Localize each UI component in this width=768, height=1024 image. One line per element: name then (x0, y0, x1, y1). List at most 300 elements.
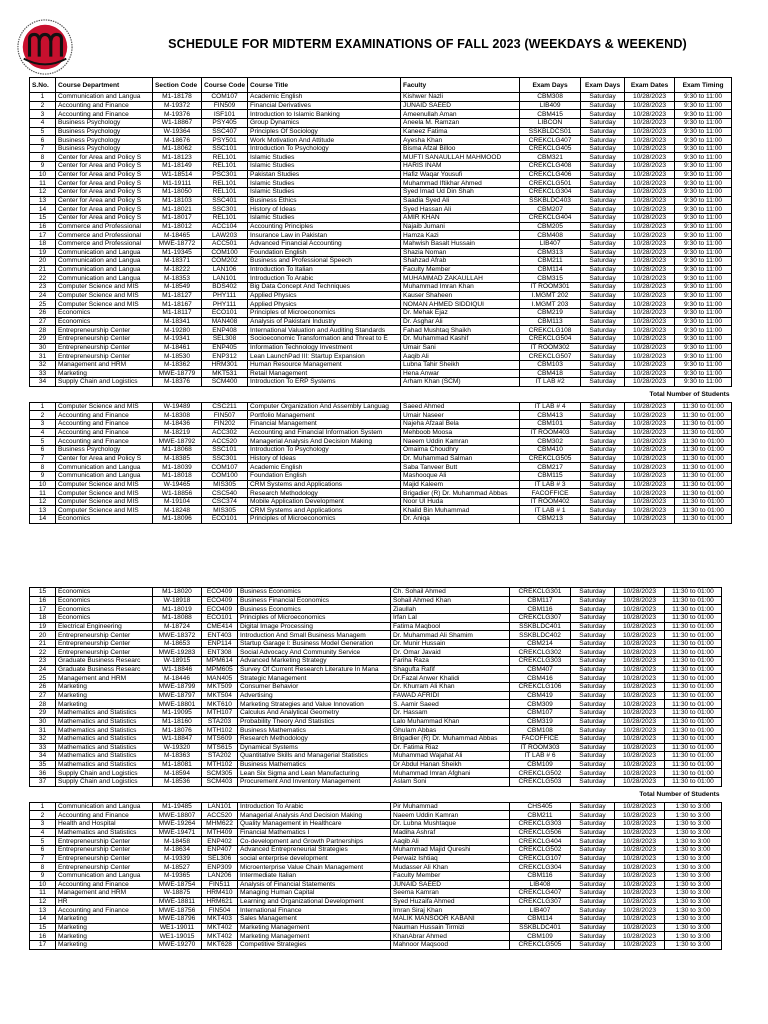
cell-exam-room: CREKCLG502 (510, 769, 571, 778)
cell-exam-day: Saturday (581, 378, 625, 387)
table-row (30, 454, 732, 463)
cell-course-title: Introduction To Italian (248, 265, 401, 274)
header-exam-days-2: Exam Days (581, 78, 625, 93)
table-row (30, 334, 732, 343)
table-row (30, 863, 722, 872)
cell-course-code: ENP408 (202, 326, 248, 335)
cell-section-code: MWE-18792 (153, 437, 202, 446)
cell-department: Economics (56, 309, 153, 318)
cell-course-code: ENT403 (202, 631, 238, 640)
cell-course-title: Analysis of Financial Statements (238, 880, 391, 889)
table-row (30, 648, 722, 657)
cell-exam-day: Saturday (581, 179, 625, 188)
cell-department: Health and Hospital (56, 820, 153, 829)
table-row (30, 110, 732, 119)
cell-exam-day: Saturday (581, 489, 625, 498)
cell-exam-timing: 9:30 to 11:00 (675, 334, 732, 343)
cell-course-title: Marketing Management (238, 932, 391, 941)
cell-exam-day: Saturday (571, 588, 615, 597)
cell-exam-date: 10/28/2023 (615, 726, 665, 735)
cell-course-code: MTH107 (202, 708, 238, 717)
cell-exam-timing: 9:30 to 11:00 (675, 257, 732, 266)
cell-faculty: Ameenullah Aman (401, 110, 520, 119)
cell-faculty: Syed Imad Ud Din Shah (401, 188, 520, 197)
cell-faculty: Sohail Ahmed Khan (391, 596, 510, 605)
cell-exam-day: Saturday (571, 915, 615, 924)
cell-exam-day: Saturday (571, 743, 615, 752)
cell-exam-date: 10/28/2023 (625, 265, 675, 274)
cell-exam-day: Saturday (581, 283, 625, 292)
cell-exam-date: 10/28/2023 (625, 196, 675, 205)
cell-exam-day: Saturday (581, 93, 625, 102)
cell-department: Management and HRM (56, 674, 153, 683)
cell-course-code: CSC211 (202, 402, 248, 411)
cell-department: Computer Science and MIS (56, 291, 153, 300)
cell-course-code: HRM301 (202, 360, 248, 369)
cell-exam-room: CBM211 (510, 811, 571, 820)
cell-section-code: M-19376 (153, 110, 202, 119)
cell-course-title: Accounting Principles (248, 222, 401, 231)
cell-exam-timing: 11:30 to 01:00 (675, 437, 732, 446)
cell-course-code: COM107 (202, 463, 248, 472)
table-row (30, 437, 732, 446)
cell-sno: 32 (30, 360, 56, 369)
cell-sno: 1 (30, 93, 56, 102)
cell-exam-date: 10/28/2023 (625, 110, 675, 119)
cell-exam-date: 10/28/2023 (615, 854, 665, 863)
cell-course-title: Business Mathematics (238, 760, 391, 769)
cell-section-code: M1-18117 (153, 309, 202, 318)
cell-course-title: Business Economics (238, 605, 391, 614)
cell-course-title: social enterprise development (238, 854, 391, 863)
cell-exam-day: Saturday (581, 300, 625, 309)
cell-department: Accounting and Finance (56, 101, 153, 110)
cell-section-code: M-18530 (153, 352, 202, 361)
cell-department: Communication and Langua (56, 265, 153, 274)
cell-exam-date: 10/28/2023 (625, 144, 675, 153)
cell-sno: 25 (30, 674, 56, 683)
table-row (30, 162, 732, 171)
cell-exam-day: Saturday (571, 889, 615, 898)
cell-exam-room: IT LAB # 4 (520, 402, 581, 411)
cell-sno: 31 (30, 726, 56, 735)
cell-sno: 22 (30, 648, 56, 657)
cell-course-title: Dynamical Systems (238, 743, 391, 752)
cell-exam-room: IT LAB # 6 (510, 752, 571, 761)
cell-course-title: Portfolio Management (248, 411, 401, 420)
cell-course-code: FIN202 (202, 420, 248, 429)
cell-exam-date: 10/28/2023 (615, 923, 665, 932)
cell-course-title: Learning and Organizational Development (238, 897, 391, 906)
cell-exam-room: IT LAB #2 (520, 378, 581, 387)
cell-sno: 11 (30, 179, 56, 188)
cell-exam-timing: 11:30 to 01:00 (665, 752, 722, 761)
header-faculty: Faculty (401, 78, 520, 93)
cell-sno: 28 (30, 700, 56, 709)
cell-section-code: M1-18149 (153, 162, 202, 171)
cell-exam-timing: 9:30 to 11:00 (675, 248, 732, 257)
cell-faculty: Lubna Tahir Sheikh (401, 360, 520, 369)
cell-section-code: M1-18062 (153, 144, 202, 153)
cell-section-code: M-18536 (153, 778, 202, 787)
cell-sno: 26 (30, 683, 56, 692)
table-row (30, 613, 722, 622)
table-row (30, 915, 722, 924)
cell-exam-timing: 9:30 to 11:00 (675, 231, 732, 240)
cell-section-code: W-18915 (153, 657, 202, 666)
cell-exam-timing: 11:30 to 01:00 (665, 726, 722, 735)
table-row (30, 497, 732, 506)
cell-course-code: SSC407 (202, 127, 248, 136)
cell-exam-room: CREKCLG302 (510, 648, 571, 657)
cell-sno: 19 (30, 248, 56, 257)
cell-exam-day: Saturday (581, 110, 625, 119)
cell-course-code: MKT610 (202, 700, 238, 709)
cell-exam-timing: 9:30 to 11:00 (675, 213, 732, 222)
cell-exam-date: 10/28/2023 (615, 691, 665, 700)
cell-section-code: MWE-18797 (153, 691, 202, 700)
cell-course-code: ENP407 (202, 845, 238, 854)
cell-faculty: Naeem Uddin Kamran (401, 437, 520, 446)
cell-exam-date: 10/28/2023 (615, 871, 665, 880)
cell-exam-room: CREKCLG106 (510, 683, 571, 692)
cell-exam-room: CBM103 (520, 360, 581, 369)
cell-exam-room: CREKCLG303 (510, 820, 571, 829)
cell-exam-timing: 9:30 to 11:00 (675, 352, 732, 361)
cell-course-title: Strategic Management (238, 674, 391, 683)
cell-course-title: International Finance (238, 906, 391, 915)
cell-exam-timing: 9:30 to 11:00 (675, 170, 732, 179)
cell-department: Management and HRM (56, 889, 153, 898)
cell-course-title: Human Resource Management (248, 360, 401, 369)
cell-sno: 15 (30, 588, 56, 597)
header-course-title: Course Title (248, 78, 401, 93)
cell-section-code: M-18465 (153, 231, 202, 240)
cell-department: Accounting and Finance (56, 437, 153, 446)
cell-exam-timing: 11:30 to 01:00 (665, 622, 722, 631)
cell-exam-room: FACOFFICE (510, 734, 571, 743)
header-exam-dates: Exam Dates (625, 78, 675, 93)
cell-exam-room: CBM308 (520, 93, 581, 102)
cell-department: Computer Science and MIS (56, 402, 153, 411)
table-row (30, 231, 732, 240)
cell-exam-timing: 9:30 to 11:00 (675, 179, 732, 188)
cell-section-code: MWE-19264 (153, 820, 202, 829)
cell-department: Entrepreneurship Center (56, 326, 153, 335)
cell-section-code: M-18341 (153, 317, 202, 326)
cell-exam-room: CBM101 (520, 420, 581, 429)
cell-course-title: Islamic Studies (248, 153, 401, 162)
cell-exam-date: 10/28/2023 (625, 231, 675, 240)
cell-course-code: ENT308 (202, 648, 238, 657)
cell-exam-day: Saturday (571, 854, 615, 863)
cell-course-code: COM100 (202, 248, 248, 257)
cell-section-code: M1-18160 (153, 717, 202, 726)
table-row (30, 179, 732, 188)
table-row (30, 657, 722, 666)
cell-section-code: M-19341 (153, 334, 202, 343)
cell-course-code: FIN511 (202, 880, 238, 889)
cell-exam-timing: 11:30 to 01:00 (665, 657, 722, 666)
cell-exam-room: CREKCLG304 (520, 188, 581, 197)
cell-sno: 32 (30, 734, 56, 743)
cell-faculty: Shagufta Rafif (391, 665, 510, 674)
cell-course-code: ECO101 (202, 515, 248, 524)
cell-exam-timing: 9:30 to 11:00 (675, 127, 732, 136)
cell-exam-date: 10/28/2023 (625, 153, 675, 162)
cell-faculty: Faculty Member (391, 871, 510, 880)
cell-course-code: MTS609 (202, 734, 238, 743)
cell-department: Accounting and Finance (56, 420, 153, 429)
cell-course-code: PHY111 (202, 291, 248, 300)
cell-exam-room: CBM415 (520, 110, 581, 119)
cell-exam-date: 10/28/2023 (615, 639, 665, 648)
cell-exam-room: CBM117 (510, 596, 571, 605)
cell-course-code: MTH102 (202, 760, 238, 769)
cell-sno: 36 (30, 769, 56, 778)
cell-course-title: Business Financial Economics (238, 596, 391, 605)
cell-course-code: MTS615 (202, 743, 238, 752)
cell-department: Accounting and Finance (56, 906, 153, 915)
cell-exam-room: CBM416 (510, 674, 571, 683)
cell-exam-day: Saturday (581, 222, 625, 231)
cell-course-code: REL101 (202, 162, 248, 171)
cell-course-code: PSY501 (202, 136, 248, 145)
cell-exam-room: CBM413 (520, 411, 581, 420)
cell-exam-timing: 9:30 to 11:00 (675, 274, 732, 283)
cell-exam-date: 10/28/2023 (615, 915, 665, 924)
cell-exam-timing: 9:30 to 11:00 (675, 101, 732, 110)
cell-course-code: MPM614 (202, 657, 238, 666)
cell-exam-day: Saturday (571, 752, 615, 761)
cell-exam-timing: 11:30 to 01:00 (665, 588, 722, 597)
cell-section-code: M1-18081 (153, 760, 202, 769)
cell-exam-timing: 11:30 to 01:00 (665, 717, 722, 726)
cell-faculty: Kauser Shaheen (401, 291, 520, 300)
cell-exam-room: CBM214 (510, 639, 571, 648)
cell-sno: 29 (30, 334, 56, 343)
table-row (30, 820, 722, 829)
cell-exam-date: 10/28/2023 (625, 343, 675, 352)
cell-exam-date: 10/28/2023 (625, 360, 675, 369)
cell-faculty: Umair Naseer (401, 411, 520, 420)
cell-sno: 14 (30, 515, 56, 524)
cell-exam-timing: 1:30 to 3:00 (665, 811, 722, 820)
cell-exam-timing: 1:30 to 3:00 (665, 880, 722, 889)
cell-exam-timing: 1:30 to 3:00 (665, 854, 722, 863)
cell-course-code: ENP405 (202, 343, 248, 352)
cell-department: Marketing (56, 683, 153, 692)
cell-exam-day: Saturday (581, 101, 625, 110)
cell-sno: 8 (30, 463, 56, 472)
table-row (30, 743, 722, 752)
cell-section-code: W-18918 (153, 596, 202, 605)
cell-section-code: M1-18096 (153, 515, 202, 524)
cell-section-code: M-18248 (153, 506, 202, 515)
cell-exam-room: CBM408 (520, 231, 581, 240)
cell-course-code: MTH409 (202, 828, 238, 837)
cell-exam-date: 10/28/2023 (615, 863, 665, 872)
cell-section-code: M1-18068 (153, 445, 202, 454)
cell-exam-room: LIB409 (520, 101, 581, 110)
cell-department: Entrepreneurship Center (56, 639, 153, 648)
cell-sno: 6 (30, 445, 56, 454)
cell-department: Communication and Langua (56, 463, 153, 472)
cell-faculty: Bisma Afzal Billoo (401, 144, 520, 153)
cell-exam-timing: 11:30 to 01:00 (675, 506, 732, 515)
cell-sno: 12 (30, 897, 56, 906)
cell-exam-timing: 11:30 to 01:00 (665, 674, 722, 683)
cell-department: Mathematics and Statistics (56, 734, 153, 743)
cell-exam-room: CREKCLG404 (520, 213, 581, 222)
cell-department: Accounting and Finance (56, 110, 153, 119)
total-row (30, 786, 722, 802)
cell-course-code: CSC374 (202, 497, 248, 506)
cell-exam-room: CREKCLG406 (520, 170, 581, 179)
cell-faculty: Mahnoor Maqsood (391, 940, 510, 949)
cell-section-code: MWE-18807 (153, 811, 202, 820)
cell-exam-date: 10/28/2023 (615, 605, 665, 614)
cell-section-code: W1-18847 (153, 734, 202, 743)
cell-course-code: ACC520 (202, 811, 238, 820)
cell-faculty: Muhammad Imran Afghani (391, 769, 510, 778)
cell-course-title: Co-development and Growth Partnerships (238, 837, 391, 846)
cell-faculty: Hena Anwar (401, 369, 520, 378)
cell-faculty: Syed Huzaifa Ahmed (391, 897, 510, 906)
cell-department: Communication and Langua (56, 248, 153, 257)
cell-course-code: MAN405 (202, 674, 238, 683)
cell-section-code: M1-18017 (153, 213, 202, 222)
cell-exam-date: 10/28/2023 (625, 378, 675, 387)
cell-course-title: Marketing Strategies and Value Innovation (238, 700, 391, 709)
cell-exam-day: Saturday (571, 657, 615, 666)
cell-exam-day: Saturday (581, 445, 625, 454)
cell-course-code: ACC302 (202, 428, 248, 437)
cell-department: Economics (56, 588, 153, 597)
cell-exam-room: CHS405 (510, 802, 571, 811)
table-row (30, 101, 732, 110)
cell-faculty: Muhammad Wajahat Ali (391, 752, 510, 761)
cell-exam-date: 10/28/2023 (625, 445, 675, 454)
cell-course-title: Quantitative Skills and Managerial Statistics (238, 752, 391, 761)
cell-course-title: Introduction to Islamic Banking (248, 110, 401, 119)
cell-exam-room: CREKCLG304 (510, 863, 571, 872)
table-row (30, 352, 732, 361)
cell-exam-day: Saturday (571, 717, 615, 726)
cell-sno: 11 (30, 489, 56, 498)
cell-faculty: Ghulam Abbas (391, 726, 510, 735)
cell-section-code: M-18363 (153, 752, 202, 761)
cell-exam-timing: 9:30 to 11:00 (675, 343, 732, 352)
cell-course-code: LAN206 (202, 871, 238, 880)
cell-exam-day: Saturday (581, 454, 625, 463)
cell-sno: 35 (30, 760, 56, 769)
cell-department: Marketing (56, 940, 153, 949)
cell-department: Economics (56, 605, 153, 614)
cell-faculty: Dr. Lubna Mushtaque (391, 820, 510, 829)
cell-course-code: COM107 (202, 93, 248, 102)
cell-exam-room: CREKCLG301 (510, 588, 571, 597)
cell-exam-date: 10/28/2023 (625, 352, 675, 361)
cell-sno: 18 (30, 613, 56, 622)
table-row (30, 274, 732, 283)
cell-course-title: Research Methodology (238, 734, 391, 743)
cell-faculty: Ayesha Khan (401, 136, 520, 145)
cell-course-code: ENP114 (202, 639, 238, 648)
cell-course-code: PSY405 (202, 118, 248, 127)
cell-exam-timing: 11:30 to 01:00 (675, 445, 732, 454)
cell-course-title: CRM Systems and Applications (248, 480, 401, 489)
cell-department: Economics (56, 317, 153, 326)
cell-department: Marketing (56, 915, 153, 924)
cell-exam-day: Saturday (581, 343, 625, 352)
cell-section-code: M-18353 (153, 274, 202, 283)
cell-faculty: Dr Abdul Hanan Sheikh (391, 760, 510, 769)
cell-section-code: W1-18856 (153, 489, 202, 498)
cell-exam-date: 10/28/2023 (625, 309, 675, 318)
cell-exam-date: 10/28/2023 (625, 471, 675, 480)
cell-exam-timing: 11:30 to 01:00 (665, 613, 722, 622)
cell-course-code: MKT402 (202, 923, 238, 932)
cell-section-code: M-18436 (153, 420, 202, 429)
cell-exam-room: CBM302 (520, 437, 581, 446)
cell-sno: 8 (30, 863, 56, 872)
table-row (30, 683, 722, 692)
cell-section-code: M-18549 (153, 283, 202, 292)
cell-exam-timing: 9:30 to 11:00 (675, 317, 732, 326)
cell-course-code: SEL308 (202, 334, 248, 343)
cell-exam-day: Saturday (581, 188, 625, 197)
cell-sno: 22 (30, 274, 56, 283)
cell-sno: 20 (30, 631, 56, 640)
cell-exam-day: Saturday (581, 506, 625, 515)
cell-exam-date: 10/28/2023 (615, 743, 665, 752)
cell-exam-day: Saturday (571, 639, 615, 648)
cell-course-code: MIS305 (202, 506, 248, 515)
cell-sno: 31 (30, 352, 56, 361)
cell-course-title: Retail Management (248, 369, 401, 378)
table-row (30, 213, 732, 222)
cell-exam-room: SSKBLDC401 (510, 622, 571, 631)
cell-faculty: Muhammad Imran Khan (401, 283, 520, 292)
cell-exam-day: Saturday (571, 940, 615, 949)
cell-sno: 30 (30, 343, 56, 352)
cell-exam-timing: 1:30 to 3:00 (665, 845, 722, 854)
cell-exam-room: SSKBLDC403 (520, 196, 581, 205)
cell-faculty: Aaqib Ali (401, 352, 520, 361)
cell-course-title: Consumer Behavior (238, 683, 391, 692)
cell-sno: 10 (30, 170, 56, 179)
cell-exam-date: 10/28/2023 (625, 411, 675, 420)
cell-exam-room: CBM114 (520, 265, 581, 274)
cell-exam-day: Saturday (571, 897, 615, 906)
cell-faculty: Fariha Raza (391, 657, 510, 666)
cell-sno: 2 (30, 811, 56, 820)
cell-sno: 20 (30, 257, 56, 266)
table-row (30, 845, 722, 854)
cell-exam-date: 10/28/2023 (615, 613, 665, 622)
cell-faculty: Perwaiz Ishtiaq (391, 854, 510, 863)
cell-sno: 10 (30, 480, 56, 489)
cell-exam-date: 10/28/2023 (615, 845, 665, 854)
cell-course-code: ACC520 (202, 437, 248, 446)
cell-course-title: Socioeconomic Transformation and Threat to E (248, 334, 401, 343)
cell-department: Center for Area and Policy S (56, 196, 153, 205)
cell-exam-day: Saturday (581, 118, 625, 127)
table-row (30, 170, 732, 179)
cell-section-code: MWE-18796 (153, 915, 202, 924)
table-row (30, 300, 732, 309)
